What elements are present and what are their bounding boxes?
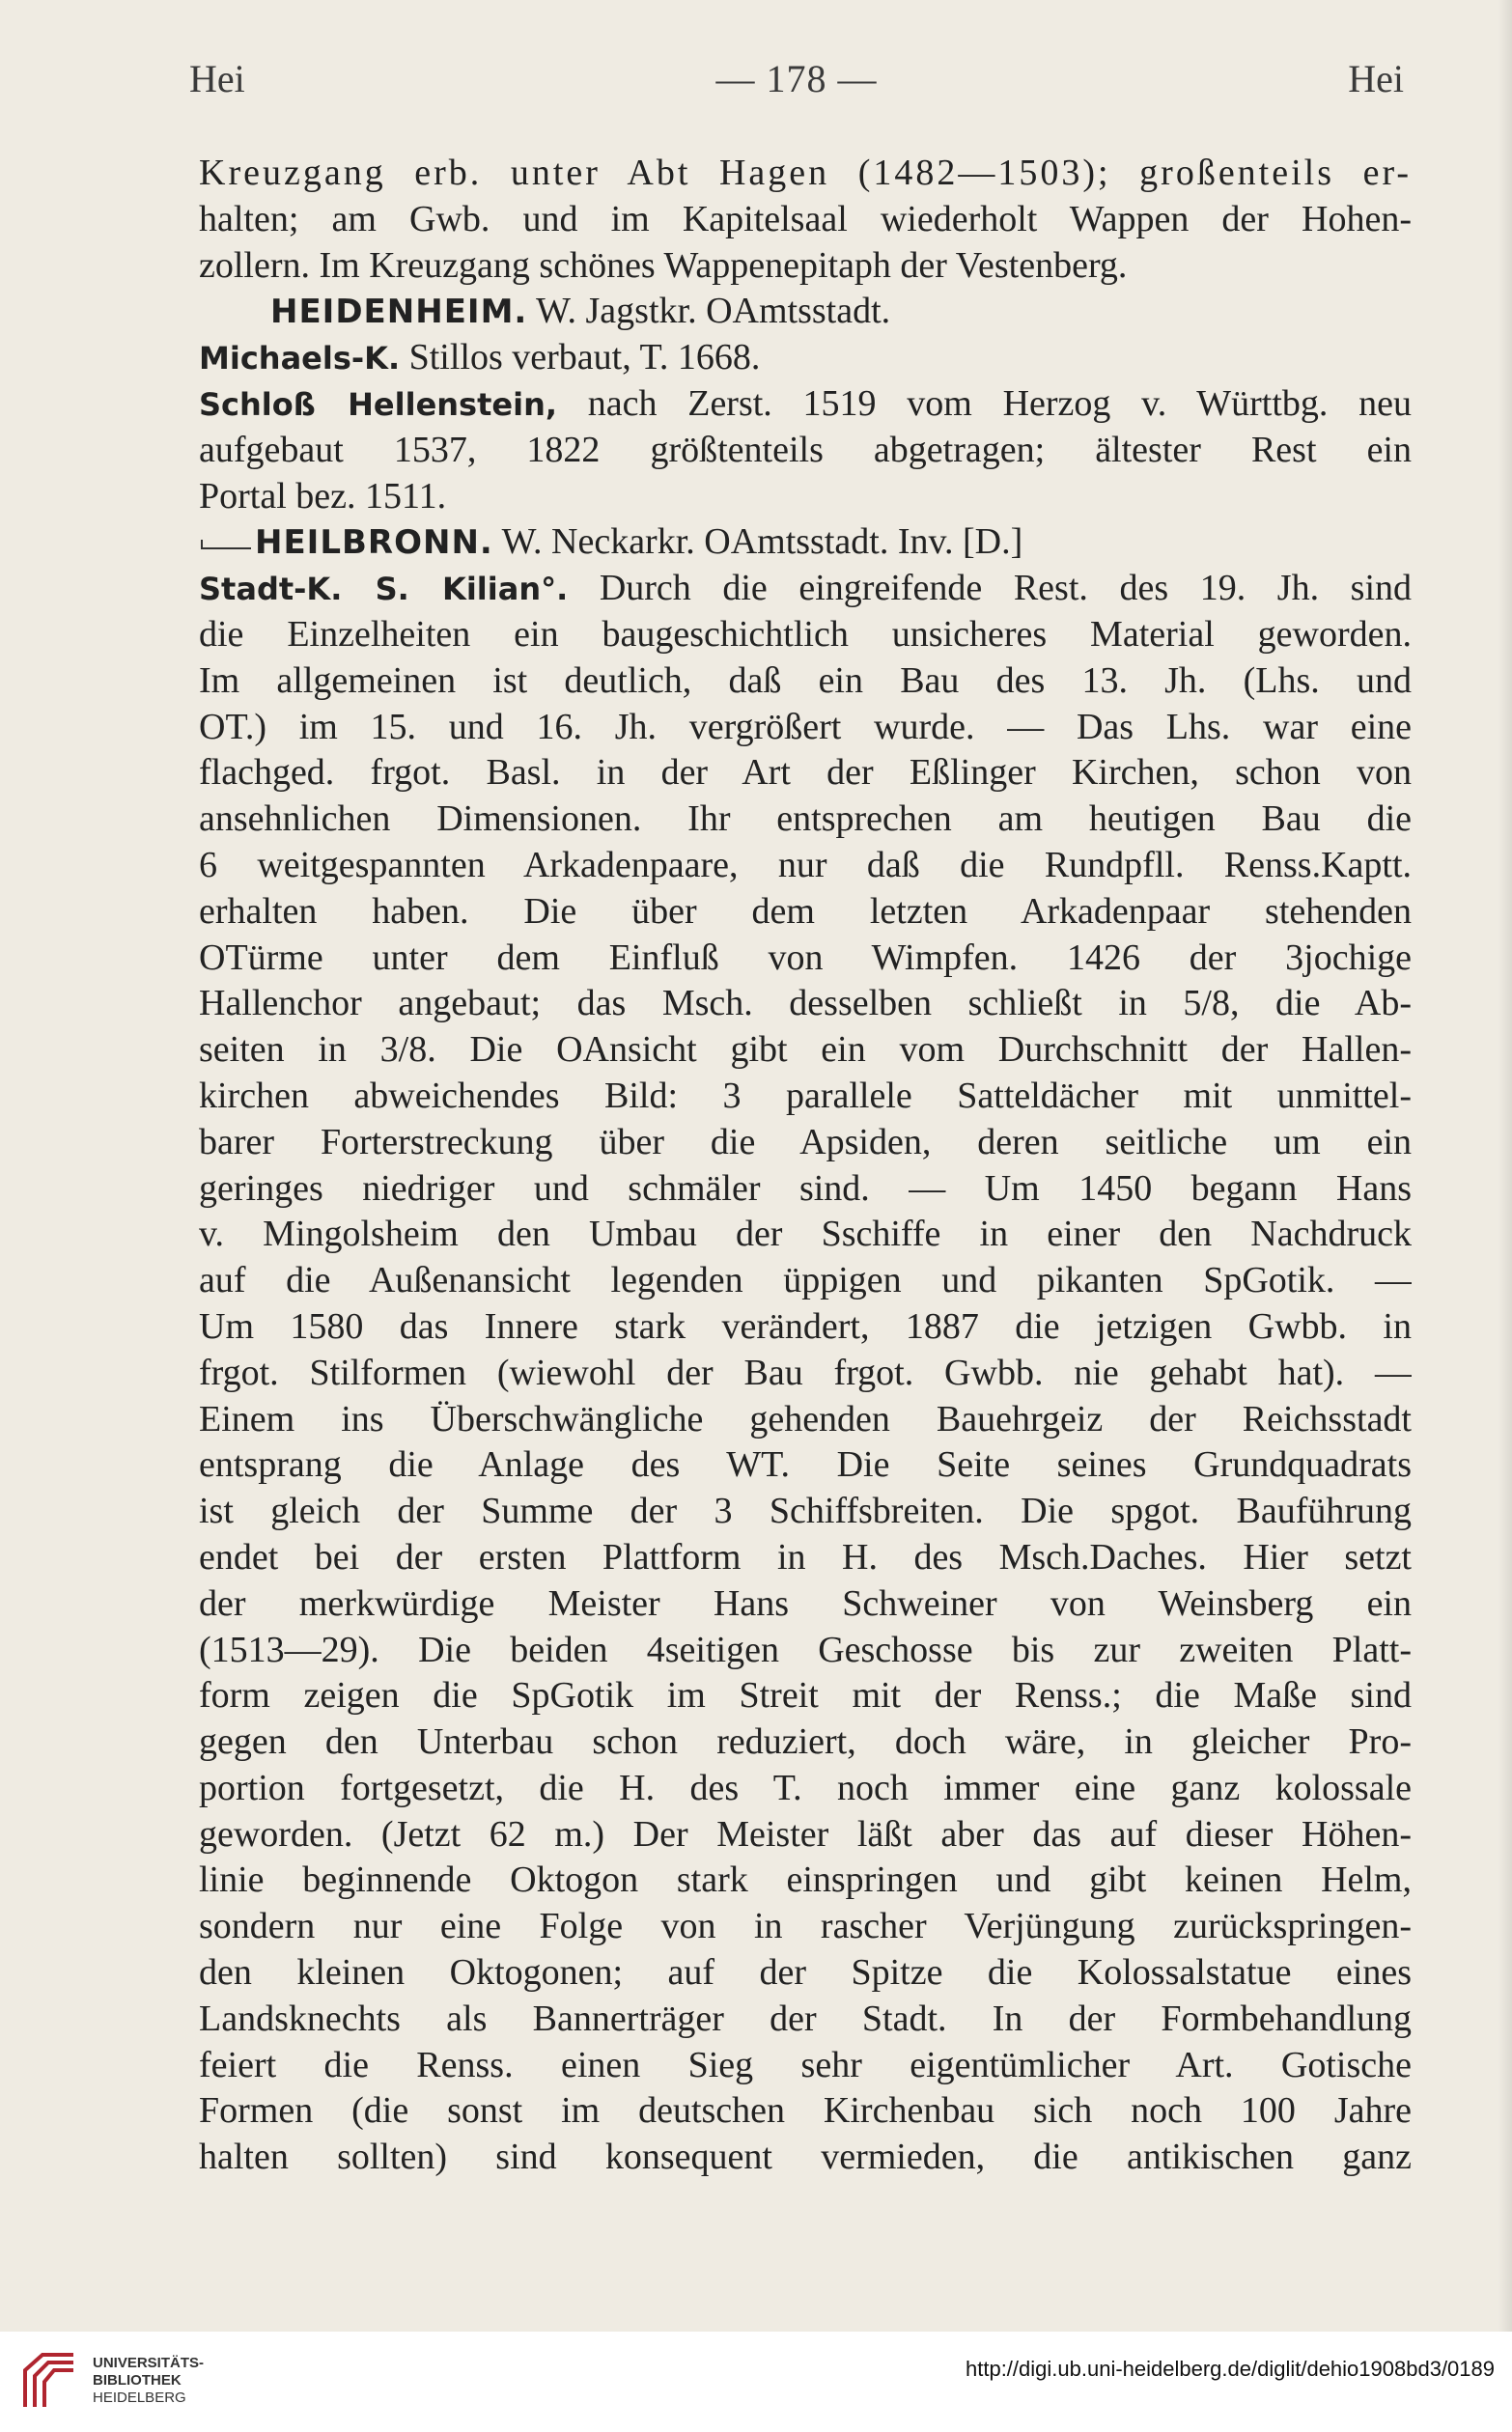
text-line: auf die Außenansicht legenden üppigen und pikanten SpGotik. — — [199, 1260, 1412, 1301]
text-line: Hallenchor angebaut; das Msch. desselben schließt in 5/8, die Ab- — [199, 983, 1412, 1024]
text-line: OTürme unter dem Einfluß von Wimpfen. 1426 der 3jochige — [199, 936, 1412, 978]
text-line: Kreuzgang erb. unter Abt Hagen (1482—1503); großenteils er- — [199, 153, 1412, 193]
entry-text: nach Zerst. 1519 vom Herzog v. Württbg. neu — [557, 382, 1412, 424]
text-line: form zeigen die SpGotik im Streit mit der Renss.; die Maße sind — [199, 1675, 1412, 1717]
text-line: der merkwürdige Meister Hans Schweiner von Weinsberg ein — [199, 1582, 1412, 1624]
viewer-footer — [0, 2332, 1512, 2432]
running-head-right: Hei — [1348, 57, 1404, 100]
text-line: (1513—29). Die beiden 4seitigen Geschosse bis zur zweiten Platt- — [199, 1629, 1412, 1670]
text-line: gegen den Unterbau schon reduziert, doch wäre, in gleicher Pro- — [199, 1721, 1412, 1763]
entry-text: W. Jagstkr. OAmtsstadt. — [527, 291, 891, 332]
entry-text: Stillos verbaut, T. 1668. — [400, 337, 761, 378]
text-line: linie beginnende Oktogon stark einspringen und gibt keinen Helm, — [199, 1859, 1412, 1901]
entry-text: Durch die eingreifende Rest. des 19. Jh. sind — [568, 568, 1412, 609]
text-line: 6 weitgespannten Arkadenpaare, nur daß die Rundpfll. Renss.Kaptt. — [199, 844, 1412, 885]
text-line: endet bei der ersten Plattform in H. des Msch.Daches. Hier setzt — [199, 1536, 1412, 1578]
text-line: barer Forterstreckung über die Apsiden, deren seitliche um ein — [199, 1121, 1412, 1162]
text-line: Einem ins Überschwängliche gehenden Bauehrgeiz der Reichsstadt — [199, 1398, 1412, 1440]
entry-text: W. Neckarkr. OAmtsstadt. Inv. [D.] — [492, 521, 1023, 563]
text-line: den kleinen Oktogonen; auf der Spitze die Kolossalstatue eines — [199, 1952, 1412, 1994]
text-line: v. Mingolsheim den Umbau der Sschiffe in einer den Nachdruck — [199, 1214, 1412, 1255]
text-line: kirchen abweichendes Bild: 3 parallele Satteldächer mit unmittel- — [199, 1075, 1412, 1116]
subentry-stadt-k — [199, 566, 1412, 612]
text-line: geworden. (Jetzt 62 m.) Der Meister läßt aber das auf dieser Höhen- — [199, 1813, 1412, 1855]
text-line: frgot. Stilformen (wiewohl der Bau frgot. Gwbb. nie gehabt hat). — — [199, 1352, 1412, 1393]
library-name: UNIVERSITÄTS- BIBLIOTHEK HEIDELBERG — [93, 2355, 205, 2406]
subentry-schloss-hellenstein — [199, 381, 1412, 428]
text-line: die Einzelheiten ein baugeschichtlich unsicheres Material geworden. — [199, 613, 1412, 655]
entry-heidenheim — [199, 289, 1412, 335]
text-line: halten; am Gwb. und im Kapitelsaal wiederholt Wappen der Hohen- — [199, 198, 1412, 239]
source-url-link[interactable]: http://digi.ub.uni-heidelberg.de/diglit/dehio1908bd3/0189 — [966, 2357, 1495, 2381]
entry-keyword: Schloß Hellenstein, — [199, 385, 558, 423]
text-line: seiten in 3/8. Die OAnsicht gibt ein vom Durchschnitt der Hallen- — [199, 1029, 1412, 1071]
running-head — [189, 56, 1404, 114]
text-line: Um 1580 das Innere stark verändert, 1887 die jetzigen Gwbb. in — [199, 1305, 1412, 1347]
entry-keyword: HEILBRONN. — [255, 523, 493, 563]
text-line: feiert die Renss. einen Sieg sehr eigentümlicher Art. Gotische — [199, 2044, 1412, 2085]
entry-keyword: HEIDENHEIM. — [270, 293, 528, 332]
text-line: ist gleich der Summe der 3 Schiffsbreiten. Die spgot. Bauführung — [199, 1491, 1412, 1532]
text-line: Landsknechts als Bannerträger der Stadt. In der Formbehandlung — [199, 1998, 1412, 2039]
running-head-left: Hei — [189, 57, 245, 100]
text-line: sondern nur eine Folge von in rascher Verjüngung zurückspringen- — [199, 1906, 1412, 1947]
entry-heilbronn — [199, 519, 1412, 566]
text-line: Im allgemeinen ist deutlich, daß ein Bau des 13. Jh. (Lhs. und — [199, 659, 1412, 701]
text-line: Formen (die sonst im deutschen Kirchenbau sich noch 100 Jahre — [199, 2090, 1412, 2132]
entry-keyword: Stadt-K. S. Kilian°. — [199, 571, 569, 608]
text-line: aufgebaut 1537, 1822 größtenteils abgetragen; ältester Rest ein — [199, 429, 1412, 470]
text-line: portion fortgesetzt, die H. des T. noch immer eine ganz kolossale — [199, 1767, 1412, 1808]
text-line: Portal bez. 1511. — [199, 475, 447, 517]
text-line: ansehnlichen Dimensionen. Ihr entsprechen am heutigen Bau die — [199, 798, 1412, 840]
library-logo-icon — [19, 2349, 79, 2411]
subentry-michaels-k — [199, 335, 1412, 381]
text-line: halten sollten) sind konsequent vermieden, die antikischen ganz — [199, 2137, 1412, 2178]
text-line: flachged. frgot. Basl. in der Art der Eßlinger Kirchen, schon von — [199, 752, 1412, 794]
body-text — [199, 151, 1412, 2181]
text-line: entsprang die Anlage des WT. Die Seite seines Grundquadrats — [199, 1444, 1412, 1486]
page-number: — 178 — — [715, 57, 878, 100]
text-line: erhalten haben. Die über dem letzten Arkadenpaar stehenden — [199, 890, 1412, 932]
entry-keyword: Michaels-K. — [199, 340, 401, 377]
text-line: zollern. Im Kreuzgang schönes Wappenepitaph der Vestenberg. — [199, 244, 1128, 286]
text-line: OT.) im 15. und 16. Jh. vergrößert wurde. — Das Lhs. war eine — [199, 706, 1412, 747]
text-line: geringes niedriger und schmäler sind. — Um 1450 begann Hans — [199, 1167, 1412, 1209]
margin-mark-icon — [199, 540, 255, 551]
